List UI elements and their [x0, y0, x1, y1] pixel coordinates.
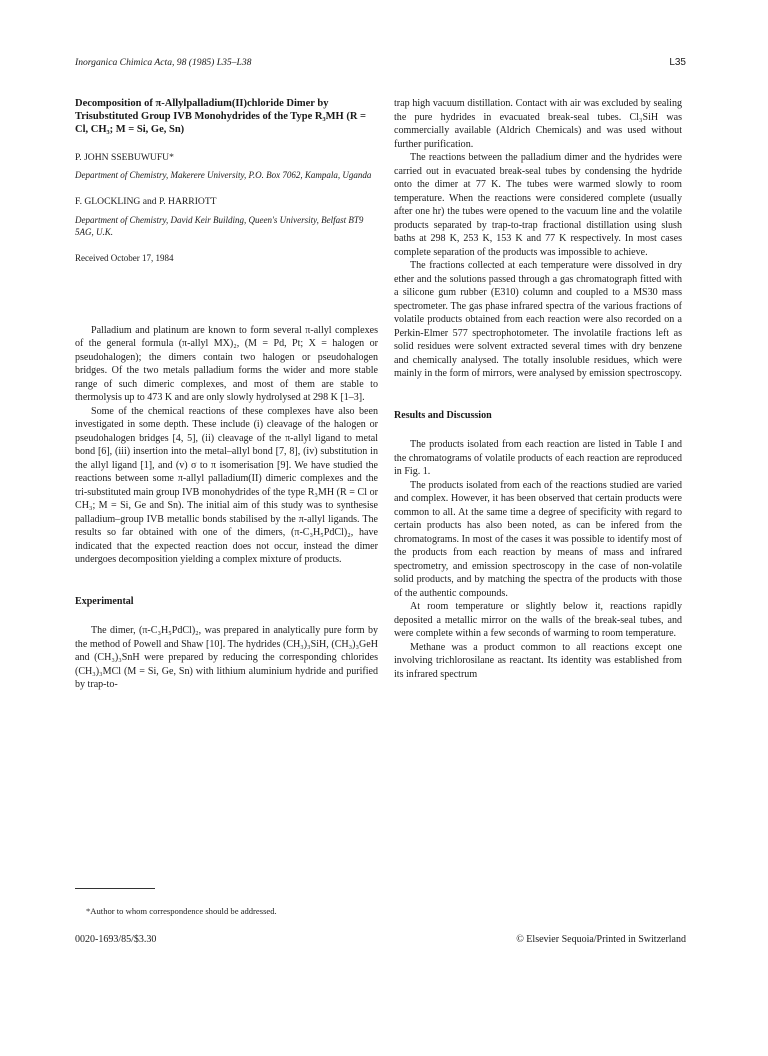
right-column	[394, 97, 682, 681]
author-primary: P. JOHN SSEBUWUFU*	[75, 151, 174, 163]
paragraph: Palladium and platinum are known to form several π-allyl complexes of the general formula (π-allyl MX)₂, (M = Pd, Pt; X = halogen or pseudohalogen); the dimers contain two halogen or pseudohalogen bridges. Of the two metals palladium forms the wider and more stable range of such dimeric complexes, and most of them are stable to thermolysis up to 473 K and are only slowly hydrolysed at 298 K [1–3].	[75, 324, 378, 404]
affiliation-secondary: Department of Chemistry, David Keir Building, Queen's University, Belfast BT9 5AG, U.K.	[75, 214, 364, 238]
paragraph: The dimer, (π-C₃H₅PdCl)₂, was prepared in analytically pure form by the method of Powell and Shaw [10]. The hydrides (CH₃)₃SiH, (CH₃)₃GeH and (CH₃)₃SnH were prepared by reducing the corresponding chlorides (CH₃)₃MCl (M = Si, Ge, Sn) with lithium aluminium hydride and purified by trap-to-	[75, 625, 378, 691]
footnote-divider	[75, 888, 155, 889]
received-date: Received October 17, 1984	[75, 253, 174, 264]
affiliation-primary: Department of Chemistry, Makerere University, P.O. Box 7062, Kampala, Uganda	[75, 170, 372, 181]
paragraph: The reactions between the palladium dimer and the hydrides were carried out in evacuated break-seal tubes by condensing the hydride onto the dimer at 77 K. The tubes were warmed slowly to room temperature. When the reactions were considered complete (usually after one hr) the tubes were opened to the vacuum line and the volatile products separated by trap-to-trap fractional distillation using slush baths at 298 K, 253 K, 153 K and 77 K respectively. In most cases complete separation of the products was impossible to achieve.	[394, 152, 682, 258]
section-heading-experimental: Experimental	[75, 595, 134, 607]
footnote: *Author to whom correspondence should be addressed.	[86, 906, 277, 916]
page-number: L35	[669, 57, 686, 68]
paragraph: At room temperature or slightly below it, reactions rapidly deposited a metallic mirror on the walls of the break-seal tubes, and were complete within a few seconds of warming to room temperature.	[394, 601, 682, 639]
paragraph: The fractions collected at each temperature were dissolved in dry ether and the solutions passed through a gas chromatograph fitted with a silicone gum rubber (E310) column and coupled to a MS30 mass spectrometer. The gas phase infrared spectra of the various fractions of volatile products obtained from each reaction were also recorded on a Perkin-Elmer 577 spectrophotometer. The involatile fractions left as solid residues were solvent extracted several times with dry benzene and chemically analysed. The totally insoluble residues, which were mainly in the form of mirrors, were analysed by emission spectroscopy.	[394, 260, 682, 379]
paragraph: Some of the chemical reactions of these complexes have also been investigated in some depth. These include (i) cleavage of the halogen or pseudohalogen bridges [4, 5], (ii) cleavage of the π-allyl ligand to metal bond [6], (iii) insertion into the metal–allyl bond [7, 8], (iv) substitution in the allyl ligand [1], and (v) σ to π isomerisation [9]. We have studied the reactions between some π-allyl palladium(II) dimeric complexes and the tri-substituted main group IVB monohydrides of the type R₃MH (R = Cl or CH₃; M = Si, Ge and Sn). The initial aim of this study was to synthesise palladium–group IVB metallic bonds stabilised by the π-allyl ligands. The results so far obtained with one of the dimers, (π-C₃H₅PdCl)₂, have indicated that the expected reaction does not occur, instead the dimer undergoes decomposition yielding a complex mixture of products.	[75, 405, 378, 566]
paragraph: The products isolated from each of the reactions studied are varied and complex. However, it has been observed that certain products were common to all. At the same time a degree of specificity with regard to certain products has also been noted, as can be infered from the chromatograms. In most of the cases it was possible to identify most of the products from each reaction by means of mass and infrared spectrometry, and emission spectroscopy in the case of non-volatile solid products, and by matching the spectra of the products with those of the authentic compounds.	[394, 479, 682, 599]
author-secondary: F. GLOCKLING and P. HARRIOTT	[75, 196, 217, 208]
journal-header: Inorganica Chimica Acta, 98 (1985) L35–L38	[75, 57, 252, 68]
left-column	[75, 97, 378, 692]
issn-code: 0020-1693/85/$3.30	[75, 934, 157, 945]
paragraph: The products isolated from each reaction are listed in Table I and the chromatograms of volatile products of each reaction are reproduced in Fig. 1.	[394, 439, 682, 477]
article-title: Decomposition of π-Allylpalladium(II)chloride Dimer by Trisubstituted Group IVB Monohydrides of the Type R₃MH (R = Cl, CH₃; M = Si, Ge, Sn)	[75, 98, 367, 136]
copyright-notice: © Elsevier Sequoia/Printed in Switzerland	[516, 934, 686, 945]
section-heading-results: Results and Discussion	[394, 409, 492, 421]
paragraph: Methane was a product common to all reactions except one involving trichlorosilane as reactant. Its identity was established from its infrared spectrum	[394, 641, 682, 680]
paragraph: trap high vacuum distillation. Contact with air was excluded by sealing the pure hydrides in evacuated break-seal tubes. Cl₃SiH was commercially available (Aldrich Chemicals) and was used without further purification.	[394, 98, 682, 150]
